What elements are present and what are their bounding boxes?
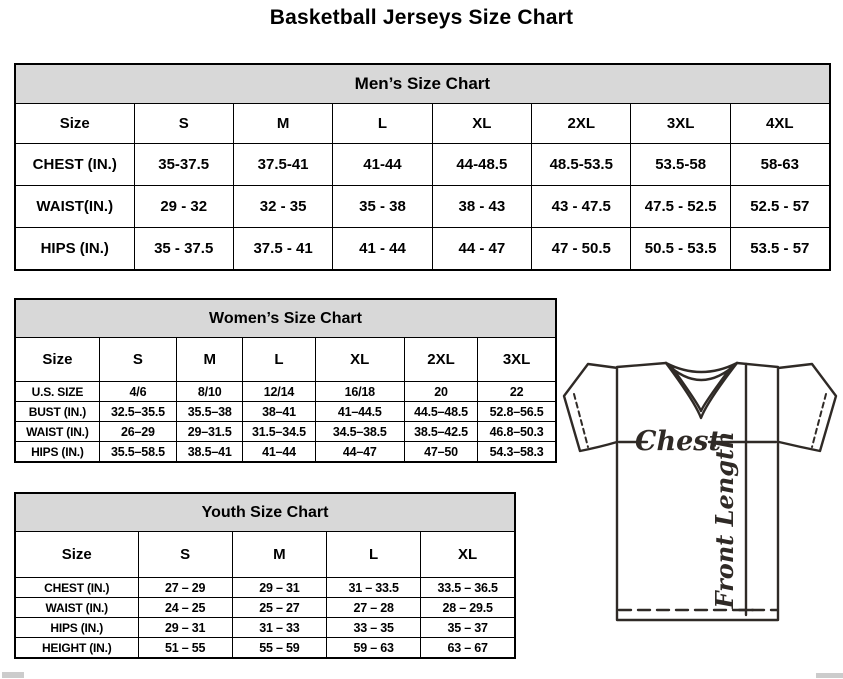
column-header: 2XL (532, 104, 631, 144)
column-header: L (327, 532, 421, 578)
size-value-cell: 29–31.5 (177, 422, 243, 442)
size-value-cell: 34.5–38.5 (315, 422, 404, 442)
mens-size-chart-table (14, 63, 831, 271)
table-row (15, 228, 830, 271)
size-value-cell: 44.5–48.5 (404, 402, 477, 422)
size-value-cell: 41-44 (333, 144, 432, 186)
size-value-cell: 4/6 (99, 382, 176, 402)
table-title-row (15, 64, 830, 104)
front-length-label: Front Length (710, 431, 739, 609)
size-value-cell: 41–44.5 (315, 402, 404, 422)
size-value-cell: 54.3–58.3 (478, 442, 556, 463)
jersey-measurement-diagram (556, 350, 843, 630)
table-row (15, 144, 830, 186)
mens-chart-title: Men’s Size Chart (15, 64, 830, 104)
size-value-cell: 46.8–50.3 (478, 422, 556, 442)
column-header: M (233, 104, 332, 144)
table-row (15, 186, 830, 228)
size-value-cell: 28 – 29.5 (421, 598, 515, 618)
size-value-cell: 47 - 50.5 (532, 228, 631, 271)
column-header: M (232, 532, 326, 578)
size-value-cell: 50.5 - 53.5 (631, 228, 730, 271)
size-value-cell: 27 – 28 (327, 598, 421, 618)
size-value-cell: 38–41 (243, 402, 315, 422)
size-value-cell: 31 – 33 (232, 618, 326, 638)
size-value-cell: 29 - 32 (134, 186, 233, 228)
size-value-cell: 63 – 67 (421, 638, 515, 659)
row-label: CHEST (IN.) (15, 144, 134, 186)
youth-size-chart-table (14, 492, 516, 659)
size-value-cell: 38 - 43 (432, 186, 531, 228)
table-row (15, 442, 556, 463)
table-row (15, 618, 515, 638)
page-title: Basketball Jerseys Size Chart (269, 6, 574, 29)
table-row (15, 638, 515, 659)
column-header: L (243, 338, 315, 382)
size-value-cell: 51 – 55 (138, 638, 232, 659)
size-value-cell: 53.5 - 57 (730, 228, 829, 271)
column-header: 3XL (478, 338, 556, 382)
column-header: XL (421, 532, 515, 578)
row-label: BUST (IN.) (15, 402, 99, 422)
column-header-row (15, 338, 556, 382)
column-header: Size (15, 338, 99, 382)
size-value-cell: 44 - 47 (432, 228, 531, 271)
size-value-cell: 29 – 31 (232, 578, 326, 598)
table-row (15, 402, 556, 422)
size-value-cell: 58-63 (730, 144, 829, 186)
size-value-cell: 35.5–38 (177, 402, 243, 422)
size-value-cell: 27 – 29 (138, 578, 232, 598)
row-label: WAIST (IN.) (15, 598, 138, 618)
jersey-body (617, 363, 778, 620)
column-header: XL (315, 338, 404, 382)
size-value-cell: 31 – 33.5 (327, 578, 421, 598)
horizontal-scrollbar-fragment[interactable] (816, 673, 843, 678)
size-value-cell: 35-37.5 (134, 144, 233, 186)
size-value-cell: 29 – 31 (138, 618, 232, 638)
table-row (15, 382, 556, 402)
column-header: S (134, 104, 233, 144)
column-header-row (15, 532, 515, 578)
column-header: S (99, 338, 176, 382)
column-header: Size (15, 104, 134, 144)
size-value-cell: 52.8–56.5 (478, 402, 556, 422)
table-row (15, 598, 515, 618)
size-value-cell: 41 - 44 (333, 228, 432, 271)
table-title-row (15, 299, 556, 338)
size-value-cell: 53.5-58 (631, 144, 730, 186)
womens-size-chart-table (14, 298, 557, 463)
size-value-cell: 37.5 - 41 (233, 228, 332, 271)
horizontal-scrollbar-fragment[interactable] (2, 672, 24, 678)
size-value-cell: 48.5-53.5 (532, 144, 631, 186)
size-value-cell: 25 – 27 (232, 598, 326, 618)
size-value-cell: 8/10 (177, 382, 243, 402)
size-value-cell: 47.5 - 52.5 (631, 186, 730, 228)
row-label: HIPS (IN.) (15, 442, 99, 463)
size-value-cell: 32 - 35 (233, 186, 332, 228)
jersey-left-sleeve (564, 364, 618, 451)
youth-chart-title: Youth Size Chart (15, 493, 515, 532)
chest-label: Chest (635, 426, 721, 457)
table-row (15, 578, 515, 598)
size-value-cell: 33 – 35 (327, 618, 421, 638)
size-value-cell: 26–29 (99, 422, 176, 442)
size-value-cell: 55 – 59 (232, 638, 326, 659)
size-value-cell: 37.5-41 (233, 144, 332, 186)
column-header: L (333, 104, 432, 144)
size-value-cell: 38.5–41 (177, 442, 243, 463)
size-value-cell: 35.5–58.5 (99, 442, 176, 463)
row-label: HEIGHT (IN.) (15, 638, 138, 659)
table-row (15, 422, 556, 442)
size-value-cell: 43 - 47.5 (532, 186, 631, 228)
row-label: WAIST(IN.) (15, 186, 134, 228)
size-value-cell: 44–47 (315, 442, 404, 463)
column-header: 3XL (631, 104, 730, 144)
size-value-cell: 20 (404, 382, 477, 402)
size-value-cell: 44-48.5 (432, 144, 531, 186)
row-label: CHEST (IN.) (15, 578, 138, 598)
size-value-cell: 38.5–42.5 (404, 422, 477, 442)
column-header-row (15, 104, 830, 144)
size-value-cell: 41–44 (243, 442, 315, 463)
row-label: WAIST (IN.) (15, 422, 99, 442)
column-header: 2XL (404, 338, 477, 382)
size-value-cell: 47–50 (404, 442, 477, 463)
table-title-row (15, 493, 515, 532)
jersey-diagram-drawing (556, 350, 843, 630)
size-value-cell: 31.5–34.5 (243, 422, 315, 442)
jersey-right-sleeve (778, 364, 836, 451)
size-value-cell: 35 - 37.5 (134, 228, 233, 271)
row-label: HIPS (IN.) (15, 618, 138, 638)
size-value-cell: 35 – 37 (421, 618, 515, 638)
size-value-cell: 12/14 (243, 382, 315, 402)
column-header: M (177, 338, 243, 382)
row-label: HIPS (IN.) (15, 228, 134, 271)
size-value-cell: 52.5 - 57 (730, 186, 829, 228)
size-value-cell: 16/18 (315, 382, 404, 402)
size-value-cell: 22 (478, 382, 556, 402)
size-value-cell: 35 - 38 (333, 186, 432, 228)
size-value-cell: 32.5–35.5 (99, 402, 176, 422)
column-header: XL (432, 104, 531, 144)
size-value-cell: 24 – 25 (138, 598, 232, 618)
size-value-cell: 59 – 63 (327, 638, 421, 659)
column-header: 4XL (730, 104, 829, 144)
size-value-cell: 33.5 – 36.5 (421, 578, 515, 598)
row-label: U.S. SIZE (15, 382, 99, 402)
column-header: S (138, 532, 232, 578)
womens-chart-title: Women’s Size Chart (15, 299, 556, 338)
column-header: Size (15, 532, 138, 578)
